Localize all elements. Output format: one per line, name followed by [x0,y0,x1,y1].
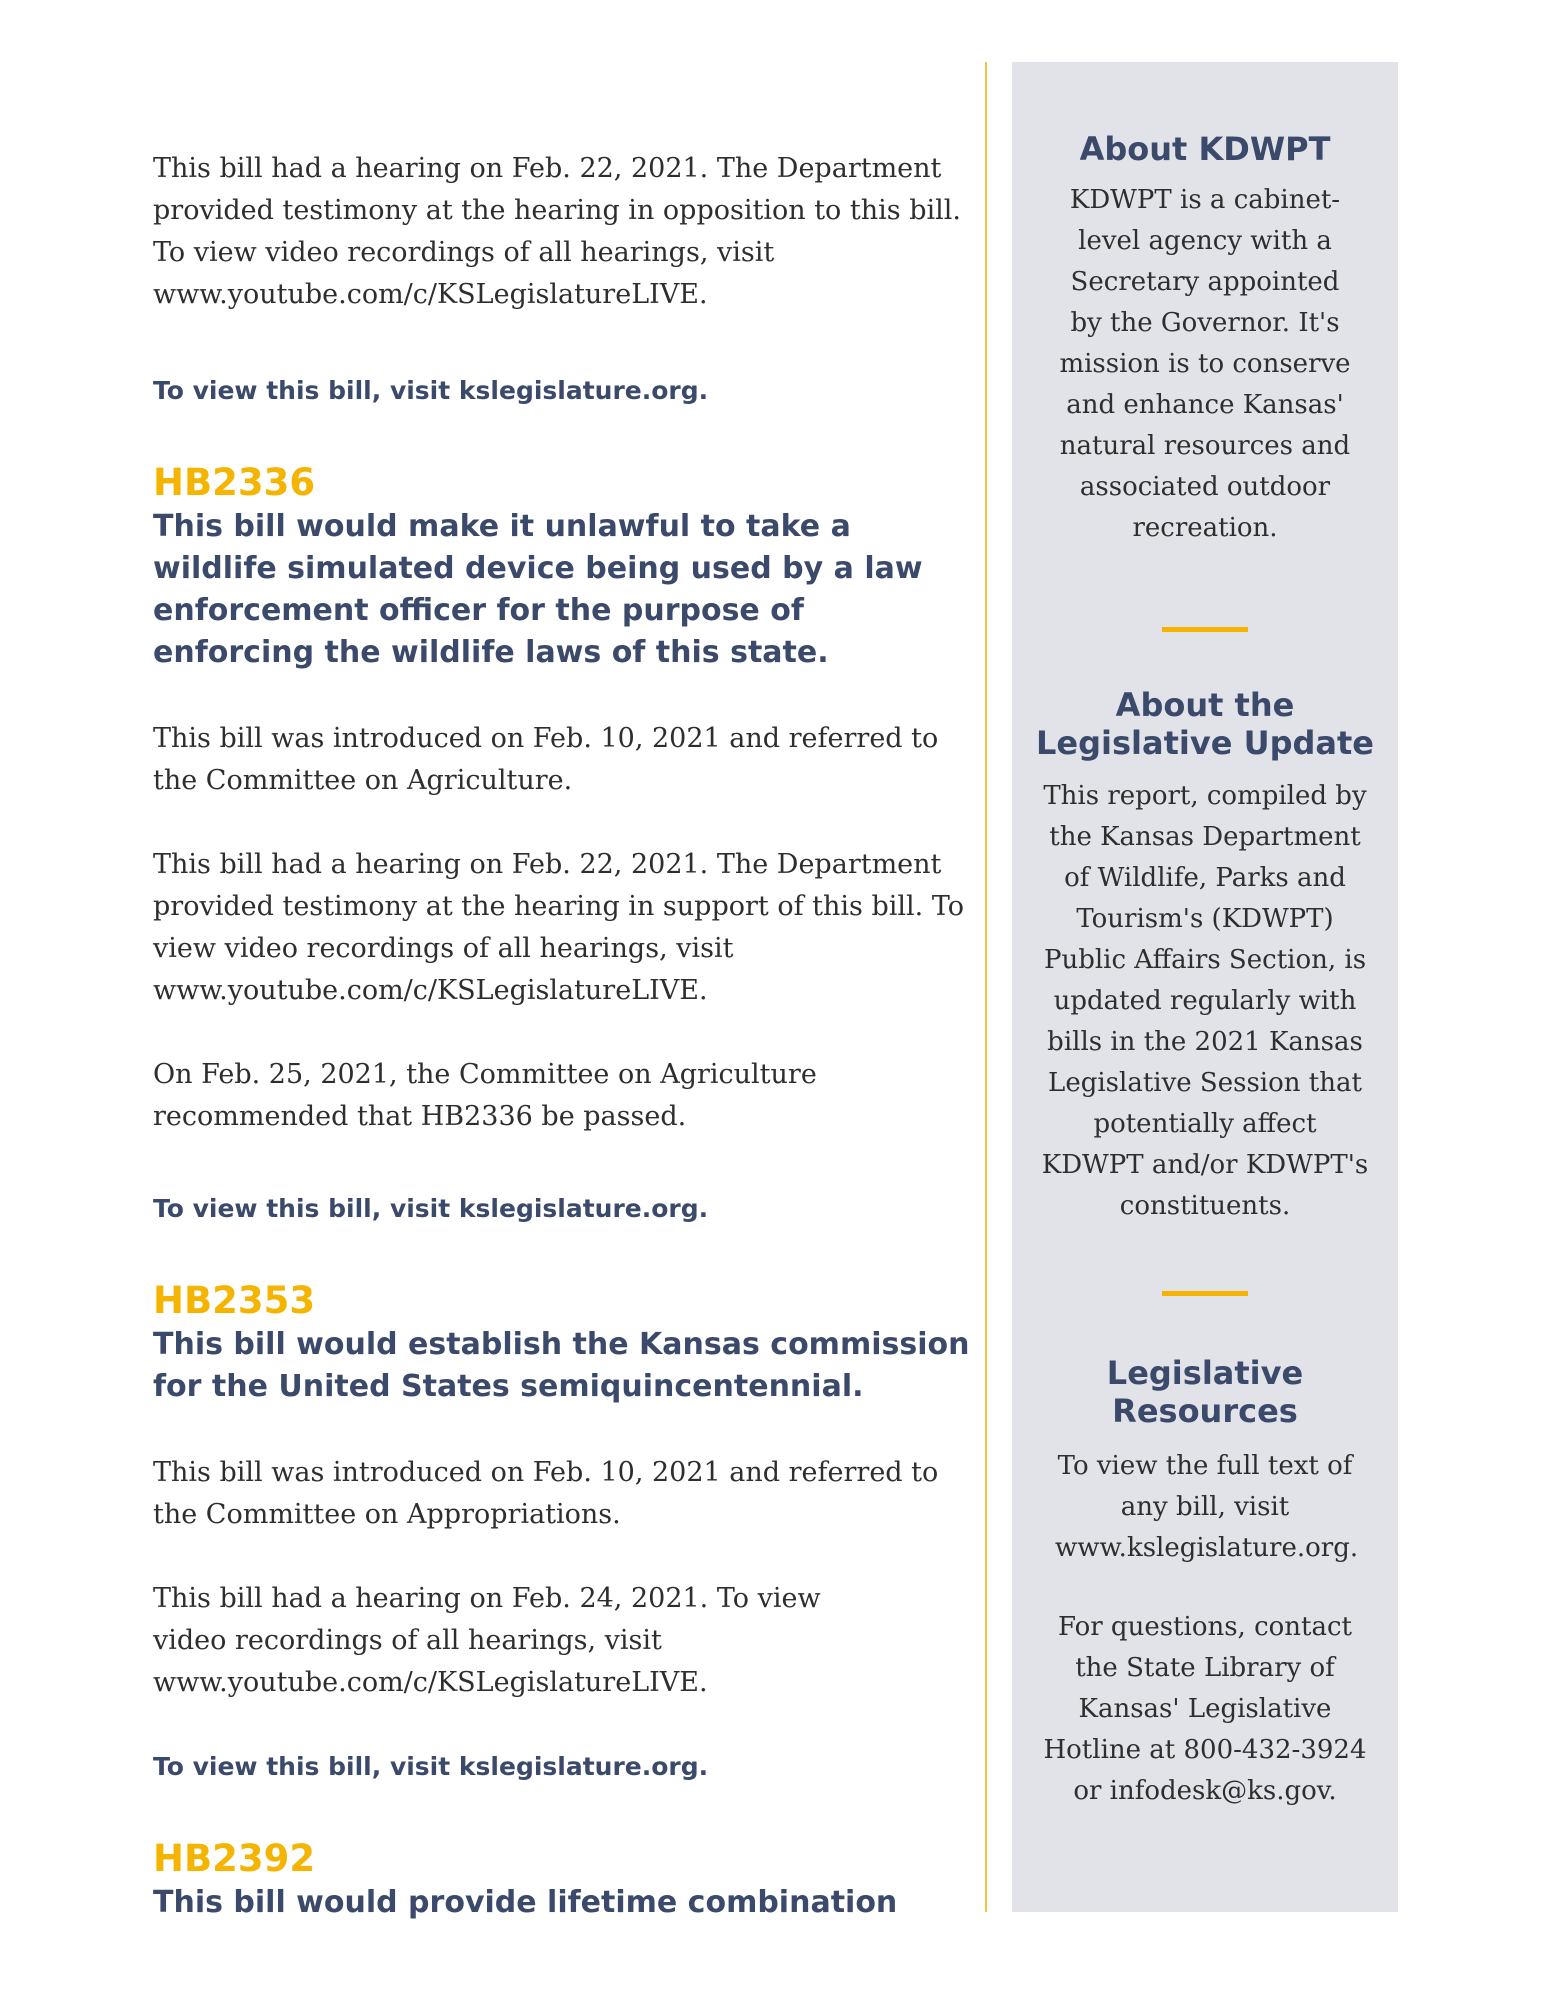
resources-text-contact: For questions, contact the State Library of Kansas' Legislative Hotline at 800-432-3924 or infodesk@ks.gov. [1043,1612,1367,1806]
view-bill-link[interactable]: To view this bill, visit kslegislature.org. [153,1194,709,1223]
column-divider-line [985,62,987,1912]
bill-hb2353-introduced: This bill was introduced on Feb. 10, 2021 and referred to the Committee on Appropriations. [153,1457,939,1530]
about-kdwpt-text: KDWPT is a cabinet-level agency with a Secretary appointed by the Governor. It's mission is to conserve and enhance Kansas' natural resources and associated outdoor recreation. [1059,185,1351,543]
bill-title-hb2336: This bill would make it unlawful to take a wildlife simulated device being used by a law enforcement officer for the purpose of enforcing the wildlife laws of this state. [153,509,923,670]
bill-hb2353-hearing: This bill had a hearing on Feb. 24, 2021. To view video recordings of all hearings, visit www.youtube.com/c/KSLegislatureLIVE. [153,1583,821,1698]
about-update-heading: About the Legislative Update [1036,686,1374,762]
sidebar [1012,62,1398,1912]
view-bill-link[interactable]: To view this bill, visit kslegislature.org. [153,376,709,405]
bill-id-hb2336: HB2336 [153,461,316,504]
section-divider [1162,627,1248,632]
section-divider [1162,1291,1248,1296]
bill-id-hb2353: HB2353 [153,1279,316,1322]
bill-hb2336-recommendation: On Feb. 25, 2021, the Committee on Agriculture recommended that HB2336 be passed. [153,1059,817,1132]
about-update-text: This report, compiled by the Kansas Department of Wildlife, Parks and Tourism's (KDWPT) Public Affairs Section, is updated regularly with bills in the 2021 Kansas Legislative Session that potentially affect KDWPT and/or KDWPT's constituents. [1041,781,1369,1221]
bill-title-hb2353: This bill would establish the Kansas commission for the United States semiquincentennial. [153,1327,970,1404]
main-column [153,148,973,1924]
intro-paragraph: This bill had a hearing on Feb. 22, 2021. The Department provided testimony at the hearing in opposition to this bill. To view video recordings of all hearings, visit www.youtube.com/c/KSLegislatureLIVE. [153,153,961,310]
view-bill-link[interactable]: To view this bill, visit kslegislature.org. [153,1752,709,1781]
bill-title-hb2392: This bill would provide lifetime combination [153,1885,898,1920]
bill-hb2336-introduced: This bill was introduced on Feb. 10, 2021 and referred to the Committee on Agriculture. [153,723,939,796]
resources-heading: Legislative Resources [1106,1354,1304,1430]
resources-text-view: To view the full text of any bill, visit www.kslegislature.org. [1055,1451,1359,1563]
bill-hb2336-hearing: This bill had a hearing on Feb. 22, 2021. The Department provided testimony at the hearing in support of this bill. To view video recordings of all hearings, visit www.youtube.com/c/KSLegislatureLIVE. [153,849,964,1006]
about-kdwpt-heading: About KDWPT [1079,130,1331,168]
bill-id-hb2392: HB2392 [153,1837,316,1880]
